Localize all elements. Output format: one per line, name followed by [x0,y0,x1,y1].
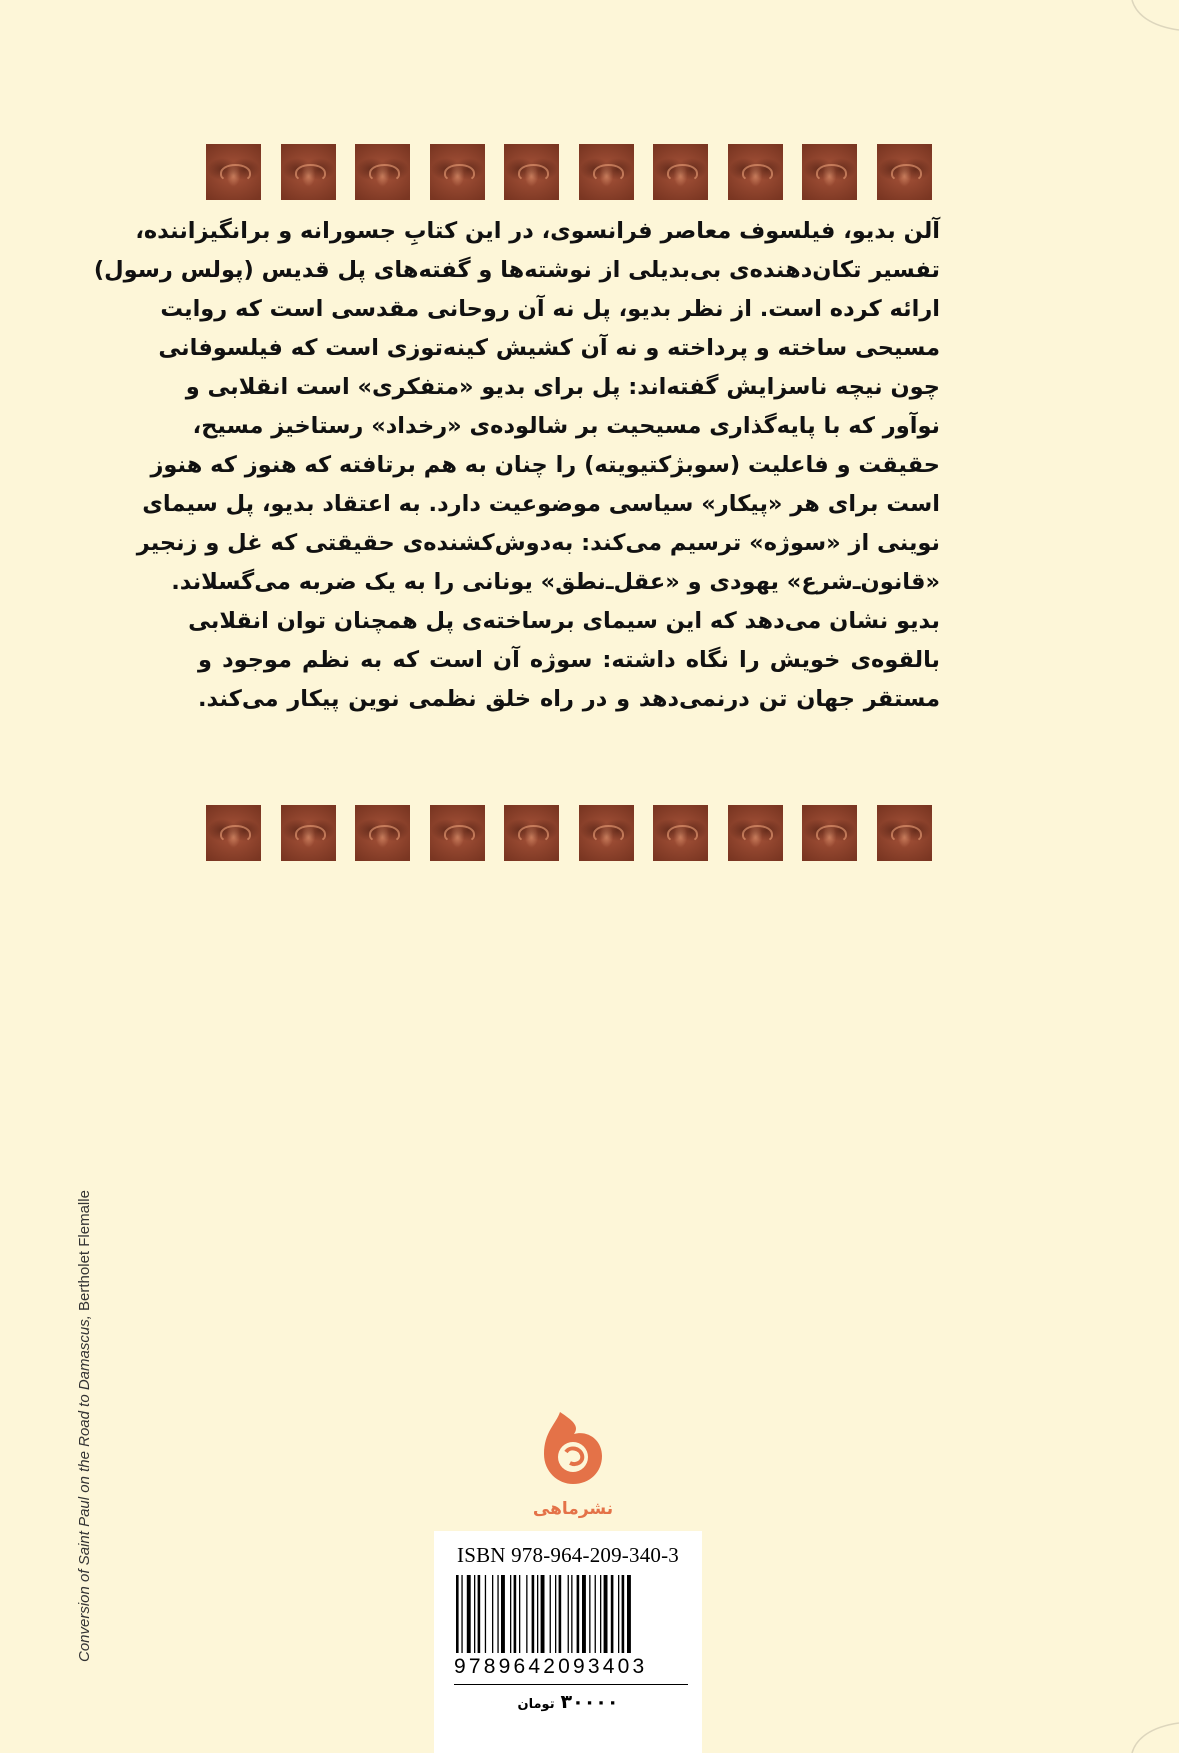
bottom-ornament-band [206,805,932,861]
isbn-label: ISBN 978-964-209-340-3 [457,1543,679,1567]
ornament-tile [430,805,485,861]
ornament-tile [802,805,857,861]
blurb-line: بدیو نشان می‌دهد که این سیمای برساخته‌ی پل همچنان توان انقلابی [188,608,940,634]
blurb-line: بالقوه‌ی خویش را نگاه داشته: سوژه آن است که به نظم موجود و [198,647,940,673]
ornament-tile [206,144,261,200]
corner-trim-mark [1130,1713,1179,1753]
ornament-tile [579,144,634,200]
ornament-tile [802,144,857,200]
artwork-title: Conversion of Saint Paul on the Road to Damascus, [76,1315,93,1662]
cover-image-credit [74,1122,96,1662]
blurb-line: است برای هر «پیکار» سیاسی موضوعیت دارد. به اعتقاد بدیو، پل سیمای [142,491,940,517]
top-ornament-band [206,144,932,200]
blurb-line: آلن بدیو، فیلسوف معاصر فرانسوی، در این کتابِ جسورانه و برانگیزاننده، [135,218,940,244]
blurb-line: چون نیچه ناسزایش گفته‌اند: پل برای بدیو «متفکری» است انقلابی و [185,374,940,400]
ornament-tile [355,805,410,861]
ornament-tile [430,144,485,200]
barcode-icon [454,1575,686,1655]
ornament-tile [877,805,932,861]
ornament-tile [579,805,634,861]
blurb-line: ارائه کرده است. از نظر بدیو، پل نه آن روحانی مقدسی است که روایت [160,296,940,322]
corner-trim-mark [1130,0,1179,40]
blurb-line: «قانون‌ـ‌شرع» یهودی و «عقل‌ـ‌نطق» یونانی را به یک ضربه می‌گسلاند. [171,569,940,595]
ornament-tile [877,144,932,200]
ornament-tile [281,144,336,200]
ornament-tile [653,805,708,861]
ornament-tile [728,805,783,861]
publisher-logo-text: نشرماهی [532,1499,614,1519]
barcode-digits: 9789642093403 [454,1655,648,1678]
ornament-tile [653,144,708,200]
blurb-line: حقیقت و فاعلیت (سوبژکتیویته) را چنان به هم برتافته که هنوز که هنوز [150,452,940,478]
price-divider [454,1684,688,1685]
price-unit: تومان [517,1697,555,1712]
ornament-tile [355,144,410,200]
blurb-line: مسیحی ساخته و پرداخته و نه آن کشیش کینه‌توزی است که فیلسوفانی [158,335,940,361]
price-amount: ۳۰۰۰۰ [560,1691,619,1713]
ornament-tile [504,805,559,861]
artist-name: Bertholet Flemalle [76,1190,93,1316]
ornament-tile [206,805,261,861]
blurb-line: تفسیر تکان‌دهنده‌ی بی‌بدیلی از نوشته‌ها و گفته‌های پل قدیس (پولس رسول) [93,257,940,283]
ornament-tile [504,144,559,200]
blurb-line: نوآور که با پایه‌گذاری مسیحیت بر شالوده‌ی «رخداد» رستاخیز مسیح، [192,413,940,439]
price-label [434,1691,702,1713]
publisher-logo-icon [532,1410,614,1520]
isbn-barcode-panel [434,1531,702,1753]
blurb-line: نوینی از «سوژه» ترسیم می‌کند: به‌دوش‌کشنده‌ی حقیقتی که غل و زنجیر [136,530,940,556]
ornament-tile [281,805,336,861]
blurb-line: مستقر جهان تن درنمی‌دهد و در راه خلق نظمی نوین پیکار می‌کند. [198,686,940,712]
ornament-tile [728,144,783,200]
back-cover-blurb [93,212,940,797]
